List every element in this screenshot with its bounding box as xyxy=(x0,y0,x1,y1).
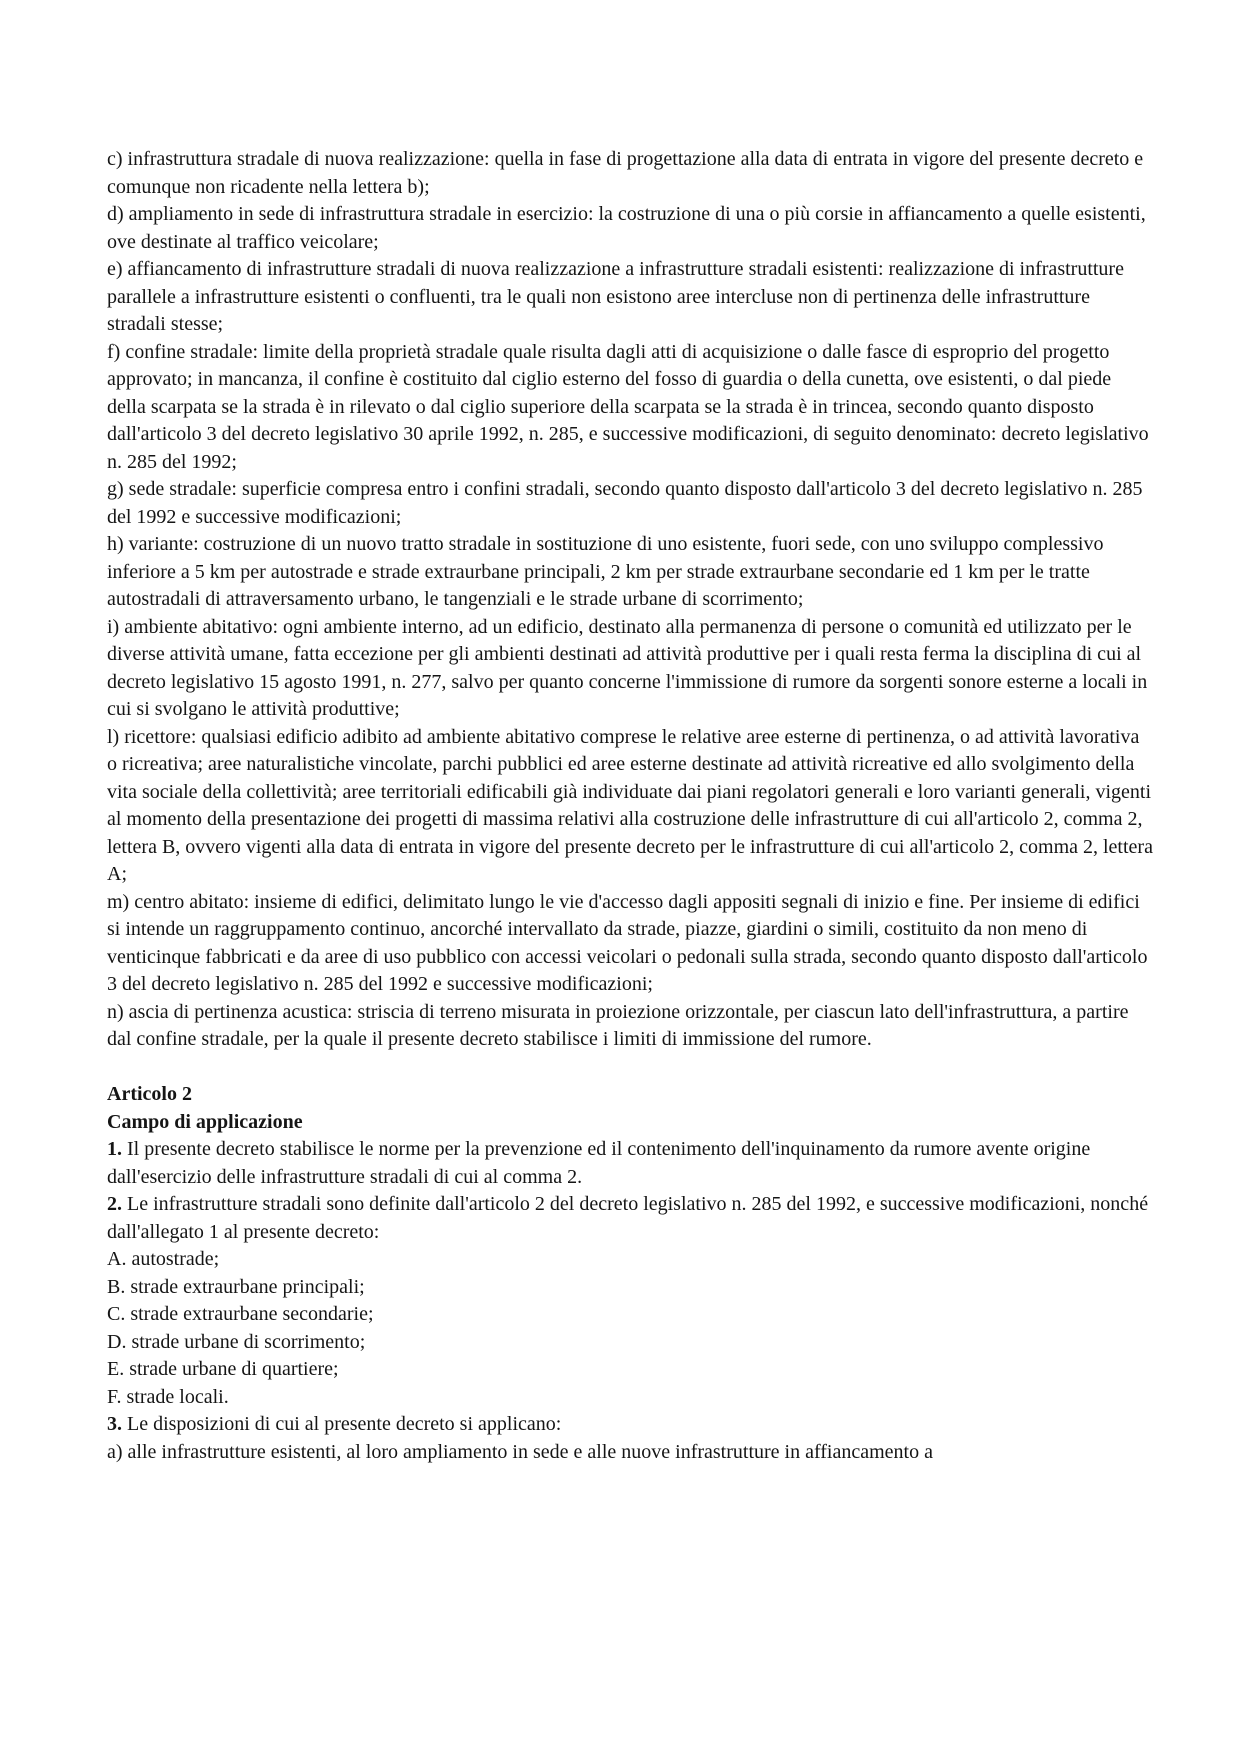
article-2-title: Articolo 2 xyxy=(107,1083,192,1105)
definition-f: f) confine stradale: limite della proprietà stradale quale risulta dagli atti di acquisizione o dalle fasce di esproprio del progetto approvato; in mancanza, il confine è costituito dal ciglio esterno del fosso di guardia o della cunetta, ove esistenti, o dal piede della scarpata se la strada è in rilevato o dal ciglio superiore della scarpata se la strada è in trincea, secondo quanto disposto dall'articolo 3 del decreto legislativo 30 aprile 1992, n. 285, e successive modificazioni, di seguito denominato: decreto legislativo n. 285 del 1992; xyxy=(107,340,1149,473)
road-type-item-e: E. strade urbane di quartiere; xyxy=(107,1358,339,1380)
article-2-comma-3 xyxy=(107,1411,1153,1439)
comma-1-text: Il presente decreto stabilisce le norme per la prevenzione ed il contenimento dell'inquinamento da rumore avente origine dall'esercizio delle infrastrutture stradali di cui al comma 2. xyxy=(107,1138,1091,1188)
comma-2-number: 2. xyxy=(107,1193,122,1215)
road-type-item-a: A. autostrade; xyxy=(107,1248,220,1270)
definition-g: g) sede stradale: superficie compresa entro i confini stradali, secondo quanto disposto dall'articolo 3 del decreto legislativo n. 285 del 1992 e successive modificazioni; xyxy=(107,478,1143,528)
article-2-comma-2 xyxy=(107,1191,1153,1246)
road-type-item-b: B. strade extraurbane principali; xyxy=(107,1275,365,1298)
road-type-item-f: F. strade locali. xyxy=(107,1385,229,1408)
definition-l: l) ricettore: qualsiasi edificio adibito ad ambiente abitativo comprese le relative aree esterne di pertinenza, o ad attività lavorativa o ricreativa; aree naturalistiche vincolate, parchi pubblici ed aree esterne destinate ad attività ricreative ed allo svolgimento della vita sociale della collettività; aree territoriali edificabili già individuate dai piani regolatori generali e loro varianti generali, vigenti al momento della presentazione dei progetti di massima relativi alla costruzione delle infrastrutture di cui all'articolo 2, comma 2, lettera B, ovvero vigenti alla data di entrata in vigore del presente decreto per le infrastrutture di cui all'articolo 2, comma 2, lettera A; xyxy=(107,725,1153,885)
definition-n: n) ascia di pertinenza acustica: striscia di terreno misurata in proiezione orizzontale, per ciascun lato dell'infrastruttura, a partire dal confine stradale, per la quale il presente decreto stabilisce i limiti di immissione del rumore. xyxy=(107,1000,1129,1050)
article-2-subtitle: Campo di applicazione xyxy=(107,1110,303,1133)
definition-e: e) affiancamento di infrastrutture stradali di nuova realizzazione a infrastrutture stradali esistenti: realizzazione di infrastrutture parallele a infrastrutture esistenti o confluenti, tra le quali non esistono aree intercluse non di pertinenza delle infrastrutture stradali stesse; xyxy=(107,258,1124,335)
definition-d: d) ampliamento in sede di infrastruttura stradale in esercizio: la costruzione di una o più corsie in affiancamento a quelle esistenti, ove destinate al traffico veicolare; xyxy=(107,203,1146,253)
comma-3-point-a: a) alle infrastrutture esistenti, al loro ampliamento in sede e alle nuove infrastrutture in affiancamento a xyxy=(107,1440,933,1463)
definition-c: c) infrastruttura stradale di nuova realizzazione: quella in fase di progettazione alla data di entrata in vigore del presente decreto e comunque non ricadente nella lettera b); xyxy=(107,148,1144,198)
comma-1-number: 1. xyxy=(107,1138,122,1160)
comma-3-text: Le disposizioni di cui al presente decreto si applicano: xyxy=(127,1413,562,1435)
article-2-comma-1 xyxy=(107,1136,1153,1191)
comma-2-text: Le infrastrutture stradali sono definite dall'articolo 2 del decreto legislativo n. 285 del 1992, e successive modificazioni, nonché dall'allegato 1 al presente decreto: xyxy=(107,1193,1149,1243)
road-type-item-c: C. strade extraurbane secondarie; xyxy=(107,1303,374,1325)
definition-i: i) ambiente abitativo: ogni ambiente interno, ad un edificio, destinato alla permanenza di persone o comunità ed utilizzato per le diverse attività umane, fatta eccezione per gli ambienti destinati ad attività produttive per i quali resta ferma la disciplina di cui al decreto legislativo 15 agosto 1991, n. 277, salvo per quanto concerne l'immissione di rumore da sorgenti sonore esterne a locali in cui si svolgano le attività produttive; xyxy=(107,615,1148,720)
comma-3-number: 3. xyxy=(107,1413,122,1435)
definition-m: m) centro abitato: insieme di edifici, delimitato lungo le vie d'accesso dagli appositi segnali di inizio e fine. Per insieme di edifici si intende un raggruppamento continuo, ancorché intervallato da strade, piazze, giardini o simili, costituito da non meno di venticinque fabbricati e da aree di uso pubblico con accessi veicolari o pedonali sulla strada, secondo quanto disposto dall'articolo 3 del decreto legislativo n. 285 del 1992 e successive modificazioni; xyxy=(107,890,1148,995)
road-type-item-d: D. strade urbane di scorrimento; xyxy=(107,1330,366,1353)
definition-h: h) variante: costruzione di un nuovo tratto stradale in sostituzione di uno esistente, fuori sede, con uno sviluppo complessivo inferiore a 5 km per autostrade e strade extraurbane principali, 2 km per strade extraurbane secondarie ed 1 km per le tratte autostradali di attraversamento urbano, le tangenziali e le strade urbane di scorrimento; xyxy=(107,533,1104,610)
